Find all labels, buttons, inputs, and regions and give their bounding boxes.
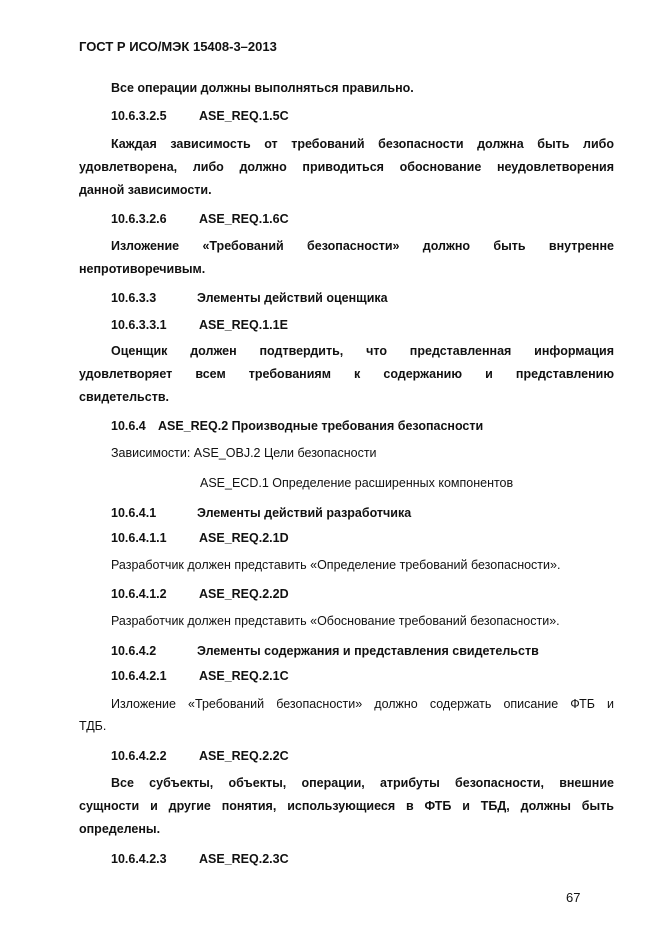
section-title: ASE_REQ.1.6C [199, 212, 289, 226]
section-number: 10.6.4.2.3 [111, 852, 167, 866]
paragraph-line: непротиворечивым. [79, 262, 206, 276]
section-title: Элементы действий разработчика [197, 506, 412, 520]
section-number: 10.6.4.1.1 [111, 531, 167, 545]
section-number: 10.6.3.3.1 [111, 318, 167, 332]
section-title: ASE_REQ.2.2D [199, 587, 289, 601]
paragraph-line: Каждая зависимость от требований безопасности должна быть либо [111, 137, 614, 151]
paragraph-line: свидетельств. [79, 390, 169, 404]
paragraph-developer-definition: Разработчик должен представить «Определение требований безопасности». [111, 558, 561, 572]
section-title: Элементы действий оценщика [197, 291, 388, 305]
paragraph-line: Изложение «Требований безопасности» должно содержать описание ФТБ и [111, 697, 614, 711]
section-title: ASE_REQ.2.3C [199, 852, 289, 866]
dependencies-line: Зависимости: ASE_OBJ.2 Цели безопасности [111, 446, 377, 460]
paragraph-line: удовлетворена, либо должно приводиться обоснование неудовлетворения [79, 160, 614, 174]
section-number: 10.6.4 [111, 419, 146, 433]
section-number: 10.6.4.2 [111, 644, 157, 658]
dependencies-line: ASE_ECD.1 Определение расширенных компонентов [200, 476, 514, 490]
section-title: ASE_REQ.2.1C [199, 669, 289, 683]
section-title: ASE_REQ.1.5C [199, 109, 289, 123]
paragraph-line: сущности и другие понятия, использующиеся в ФТБ и ТБД, должны быть [79, 799, 614, 813]
section-title: ASE_REQ.2.1D [199, 531, 289, 545]
section-number: 10.6.4.2.2 [111, 749, 167, 763]
section-title: ASE_REQ.1.1E [199, 318, 288, 332]
paragraph-all-operations: Все операции должны выполняться правильно. [111, 81, 414, 95]
paragraph-developer-rationale: Разработчик должен представить «Обоснование требований безопасности». [111, 614, 560, 628]
section-number: 10.6.4.2.1 [111, 669, 167, 683]
paragraph-line: удовлетворяет всем требованиям к содержанию и представлению [79, 367, 614, 381]
paragraph-line: ТДБ. [79, 719, 107, 733]
page-number: 67 [566, 890, 581, 905]
paragraph-line: Оценщик должен подтвердить, что представленная информация [111, 344, 614, 358]
paragraph-line: Все субъекты, объекты, операции, атрибуты безопасности, внешние [111, 776, 614, 790]
section-number: 10.6.3.3 [111, 291, 157, 305]
paragraph-line: данной зависимости. [79, 183, 212, 197]
section-number: 10.6.3.2.6 [111, 212, 167, 226]
document-header: ГОСТ Р ИСО/МЭК 15408-3–2013 [79, 39, 277, 54]
section-number: 10.6.3.2.5 [111, 109, 167, 123]
section-number: 10.6.4.1 [111, 506, 157, 520]
paragraph-line: Изложение «Требований безопасности» должно быть внутренне [111, 239, 614, 253]
section-title: ASE_REQ.2.2C [199, 749, 289, 763]
section-title: Элементы содержания и представления свидетельств [197, 644, 539, 658]
section-number: 10.6.4.1.2 [111, 587, 167, 601]
section-title: ASE_REQ.2 Производные требования безопасности [158, 419, 484, 433]
paragraph-line: определены. [79, 822, 161, 836]
